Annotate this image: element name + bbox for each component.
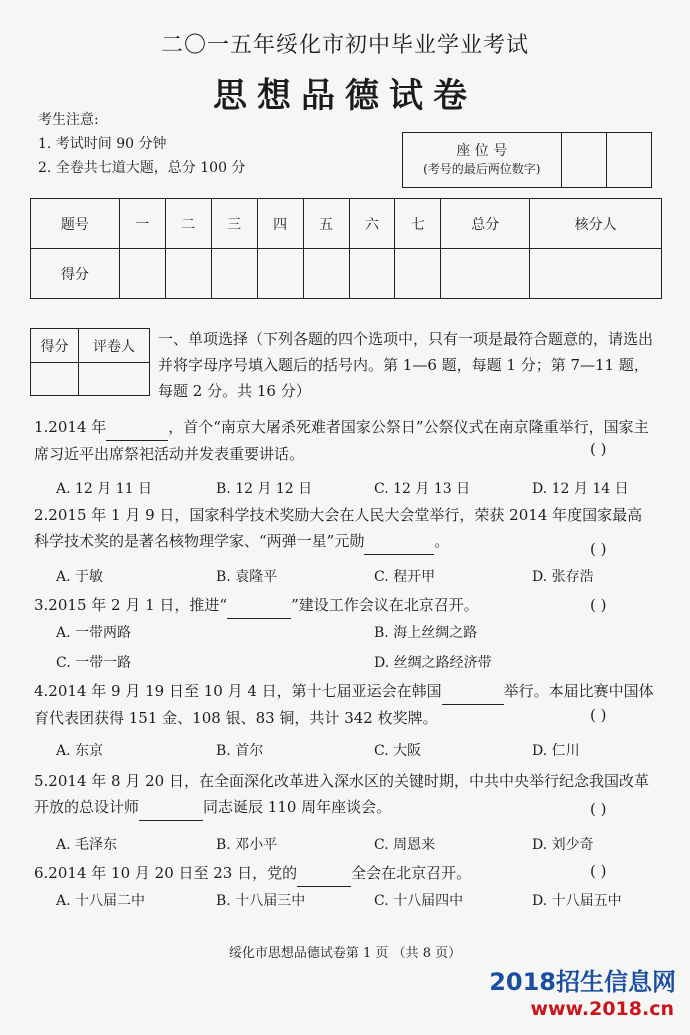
score-cell[interactable]: [395, 249, 441, 299]
option-a: A. 十八届二中: [56, 893, 146, 909]
option-b: B. 12 月 12 日: [216, 481, 313, 497]
seat-digit-cell[interactable]: [606, 133, 651, 188]
score-header: 二: [165, 199, 211, 249]
option-c: C. 十八届四中: [374, 893, 464, 909]
notice-item: 1. 考试时间 90 分钟: [38, 136, 167, 152]
question-stem: 全会在北京召开。: [351, 864, 472, 882]
option-d: D. 12 月 14 日: [532, 481, 629, 497]
seat-sublabel: (考号的最后两位数字): [423, 162, 541, 176]
question-stem: 5.2014 年 8 月 20 日，在全面深化改革进入深水区的关键时期，中共中央举行纪念我国改革开放的总设计师: [34, 772, 649, 816]
seat-number-box: [402, 132, 652, 188]
option-a: A. 一带两路: [56, 625, 132, 641]
question-3: [34, 592, 574, 619]
exam-title: 二〇一五年绥化市初中毕业学业考试: [160, 33, 529, 58]
option-b: B. 十八届三中: [216, 893, 306, 909]
notice-heading: 考生注意:: [38, 112, 99, 128]
score-cell[interactable]: [119, 249, 165, 299]
score-cell[interactable]: [165, 249, 211, 299]
notice-block: [38, 108, 245, 180]
notice-item: 2. 全卷共七道大题，总分 100 分: [38, 160, 246, 176]
option-d: D. 张存浩: [532, 569, 594, 585]
option-d: D. 仁川: [532, 743, 580, 759]
question-stem: 3.2015 年 2 月 1 日，推进“: [34, 596, 228, 614]
grader-name-cell[interactable]: [78, 363, 149, 396]
question-stem: 6.2014 年 10 月 20 日至 23 日，党的: [34, 864, 298, 882]
score-header: 题号: [31, 199, 120, 249]
option-d: D. 丝绸之路经济带: [374, 655, 492, 671]
score-table: [30, 198, 662, 299]
watermark-site-name: 2018招生信息网: [489, 968, 676, 996]
option-a: A. 毛泽东: [56, 837, 118, 853]
question-6: [34, 860, 574, 887]
question-4: [34, 678, 656, 731]
option-a: A. 于敏: [56, 569, 104, 585]
question-stem: ”建设工作会议在北京召开。: [291, 596, 479, 614]
score-row-label: 得分: [31, 249, 120, 299]
grader-box: [30, 328, 150, 396]
score-header: 四: [257, 199, 303, 249]
page-footer: 绥化市思想品德试卷第 1 页 （共 8 页）: [228, 946, 462, 961]
option-b: B. 首尔: [216, 743, 264, 759]
score-cell[interactable]: [257, 249, 303, 299]
answer-bracket[interactable]: ( ): [590, 540, 607, 558]
question-1: [34, 414, 656, 467]
answer-blank: [227, 592, 291, 619]
answer-blank: [442, 678, 504, 705]
question-stem: 2.2015 年 1 月 9 日，国家科学技术奖励大会在人民大会堂举行，荣获 2014 年度国家最高科学技术奖的是著名核物理学家、“两弹一星”元勋: [34, 506, 643, 550]
score-header: 核分人: [530, 199, 662, 249]
answer-blank: [364, 528, 434, 555]
answer-blank: [106, 414, 168, 441]
score-header: 总分: [441, 199, 530, 249]
option-c: C. 程开甲: [374, 569, 436, 585]
score-cell[interactable]: [530, 249, 662, 299]
subject-title: 思想品德试卷: [213, 76, 477, 116]
answer-bracket[interactable]: ( ): [590, 862, 607, 880]
section1-instruction: 一、单项选择（下列各题的四个选项中，只有一项是最符合题意的，请选出并将字母序号填入题后的括号内。第 1—6 题，每题 1 分；第 7—11 题，每题 2 分。共 16 分）: [158, 330, 654, 400]
question-stem: 举行。本届比赛中国体育代表团获得 151 金、108 银、83 铜，共计 342 枚奖牌。: [34, 682, 654, 727]
score-header: 一: [119, 199, 165, 249]
grader-score-cell[interactable]: [31, 363, 79, 396]
seat-digit-cell[interactable]: [561, 133, 606, 188]
score-header: 三: [211, 199, 257, 249]
score-header: 六: [349, 199, 395, 249]
score-cell[interactable]: [441, 249, 530, 299]
score-cell[interactable]: [303, 249, 349, 299]
option-d: D. 刘少奇: [532, 837, 594, 853]
question-stem: ，首个“南京大屠杀死难者国家公祭日”公祭仪式在南京隆重举行，国家主席习近平出席祭祀活动并发表重要讲话。: [34, 418, 649, 463]
answer-bracket[interactable]: ( ): [590, 440, 607, 458]
option-c: C. 一带一路: [56, 655, 132, 671]
answer-blank: [139, 794, 203, 821]
answer-blank: [297, 860, 351, 887]
seat-label: 座 位 号: [456, 143, 508, 159]
option-c: C. 12 月 13 日: [374, 481, 471, 497]
score-header: 七: [395, 199, 441, 249]
question-stem: 1.2014 年: [34, 418, 107, 436]
option-c: C. 周恩来: [374, 837, 436, 853]
answer-bracket[interactable]: ( ): [590, 800, 607, 818]
option-a: A. 12 月 11 日: [56, 481, 152, 497]
question-5: [34, 768, 656, 821]
question-stem: 4.2014 年 9 月 19 日至 10 月 4 日，第十七届亚运会在韩国: [34, 682, 442, 700]
option-b: B. 邓小平: [216, 837, 278, 853]
grader-score-label: 得分: [31, 329, 79, 363]
option-b: B. 袁隆平: [216, 569, 278, 585]
answer-bracket[interactable]: ( ): [590, 596, 607, 614]
option-d: D. 十八届五中: [532, 893, 622, 909]
score-row: [31, 249, 662, 299]
score-header-row: [31, 199, 662, 249]
score-cell[interactable]: [349, 249, 395, 299]
watermark-url[interactable]: www.2018.cn: [530, 998, 674, 1020]
score-cell[interactable]: [211, 249, 257, 299]
option-c: C. 大阪: [374, 743, 422, 759]
grader-name-label: 评卷人: [78, 329, 149, 363]
question-2: [34, 502, 656, 555]
option-a: A. 东京: [56, 743, 104, 759]
question-stem: 。: [434, 532, 450, 550]
answer-bracket[interactable]: ( ): [590, 706, 607, 724]
score-header: 五: [303, 199, 349, 249]
question-stem: 同志诞辰 110 周年座谈会。: [203, 798, 392, 816]
seat-label-cell: [403, 133, 562, 188]
option-b: B. 海上丝绸之路: [374, 625, 478, 641]
